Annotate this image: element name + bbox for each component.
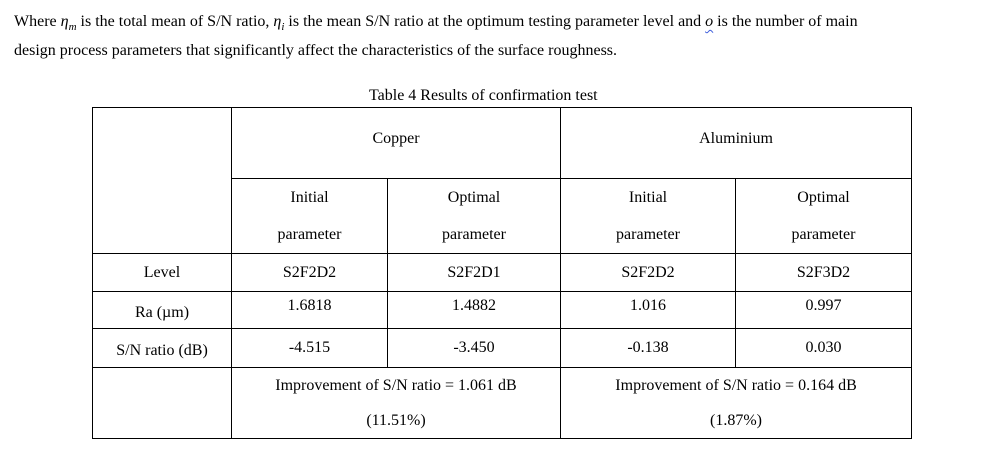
table-row-level [93,254,912,292]
empty-cell [93,368,232,439]
sub-header-line2: parameter [616,225,680,243]
sub-header-line1: Optimal [447,188,501,206]
improvement-aluminium [561,368,912,439]
sub-header-line2: parameter [791,225,856,243]
table-cell [388,292,561,329]
row-label-cell [93,329,232,368]
row-label: Level [93,254,232,292]
group-label: Copper [372,130,420,147]
intro-line-1 [14,10,994,39]
group-header-copper [232,108,561,179]
group-label: Aluminium [699,130,773,147]
eta-m-letter: η [60,13,69,30]
cell-value: 1.6818 [287,297,332,314]
table-cell: S2F2D2 [561,254,736,292]
table-row-improvement [93,368,912,439]
o-symbol: o [705,13,714,30]
intro-text: is the total mean of S/N ratio, [76,13,274,30]
intro-text: Where [14,13,61,30]
cell-value: 1.4882 [452,297,496,314]
intro-line-2: design process parameters that significantly affect the characteristics of the surface roughness. [14,42,618,60]
row-label: Ra (µm) [134,304,190,321]
sub-header-aluminium-optimal [736,179,912,254]
cell-value: 1.016 [630,297,667,314]
table-cell: 0.030 [736,329,912,368]
table-row-sn-ratio [93,329,912,368]
table-row-ra [93,292,912,329]
results-table [92,107,912,439]
sub-header-line1: Optimal [797,188,850,206]
table-cell [561,292,736,329]
table-cell: S2F2D1 [388,254,561,292]
eta-m-symbol [60,13,77,34]
sub-header-copper-optimal [388,179,561,254]
sub-header-line2: parameter [277,225,342,243]
improvement-line1: Improvement of S/N ratio = 1.061 dB [275,376,517,394]
empty-corner-cell [93,108,232,254]
sub-header-line1: Initial [628,188,668,206]
sub-header-line1: Initial [290,188,329,206]
table-cell: S2F2D2 [232,254,388,292]
sub-header-line2: parameter [442,225,506,243]
group-header-aluminium [561,108,912,179]
table-cell: S2F3D2 [736,254,912,292]
improvement-line1: Improvement of S/N ratio = 0.164 dB [615,376,857,394]
table-cell: -4.515 [232,329,388,368]
sub-header-copper-initial [232,179,388,254]
table-cell [736,292,912,329]
intro-paragraph [14,10,994,62]
eta-i-symbol [273,13,285,34]
improvement-copper [232,368,561,439]
table-caption: Table 4 Results of confirmation test [369,87,598,104]
sub-header-aluminium-initial [561,179,736,254]
table-cell: -3.450 [388,329,561,368]
row-label: S/N ratio (dB) [116,342,208,359]
eta-i-letter: η [273,13,282,30]
improvement-line2: (1.87%) [710,411,762,429]
group-header-row [93,108,912,179]
intro-text: is the number of main [713,13,858,30]
table-cell [232,292,388,329]
row-label-cell [93,292,232,329]
improvement-line2: (11.51%) [366,411,426,429]
cell-value: 0.997 [805,297,842,314]
table-cell: -0.138 [561,329,736,368]
eta-m-subscript: m [68,21,77,34]
eta-i-subscript: i [281,21,285,34]
intro-text: is the mean S/N ratio at the optimum testing parameter level and [284,13,706,30]
